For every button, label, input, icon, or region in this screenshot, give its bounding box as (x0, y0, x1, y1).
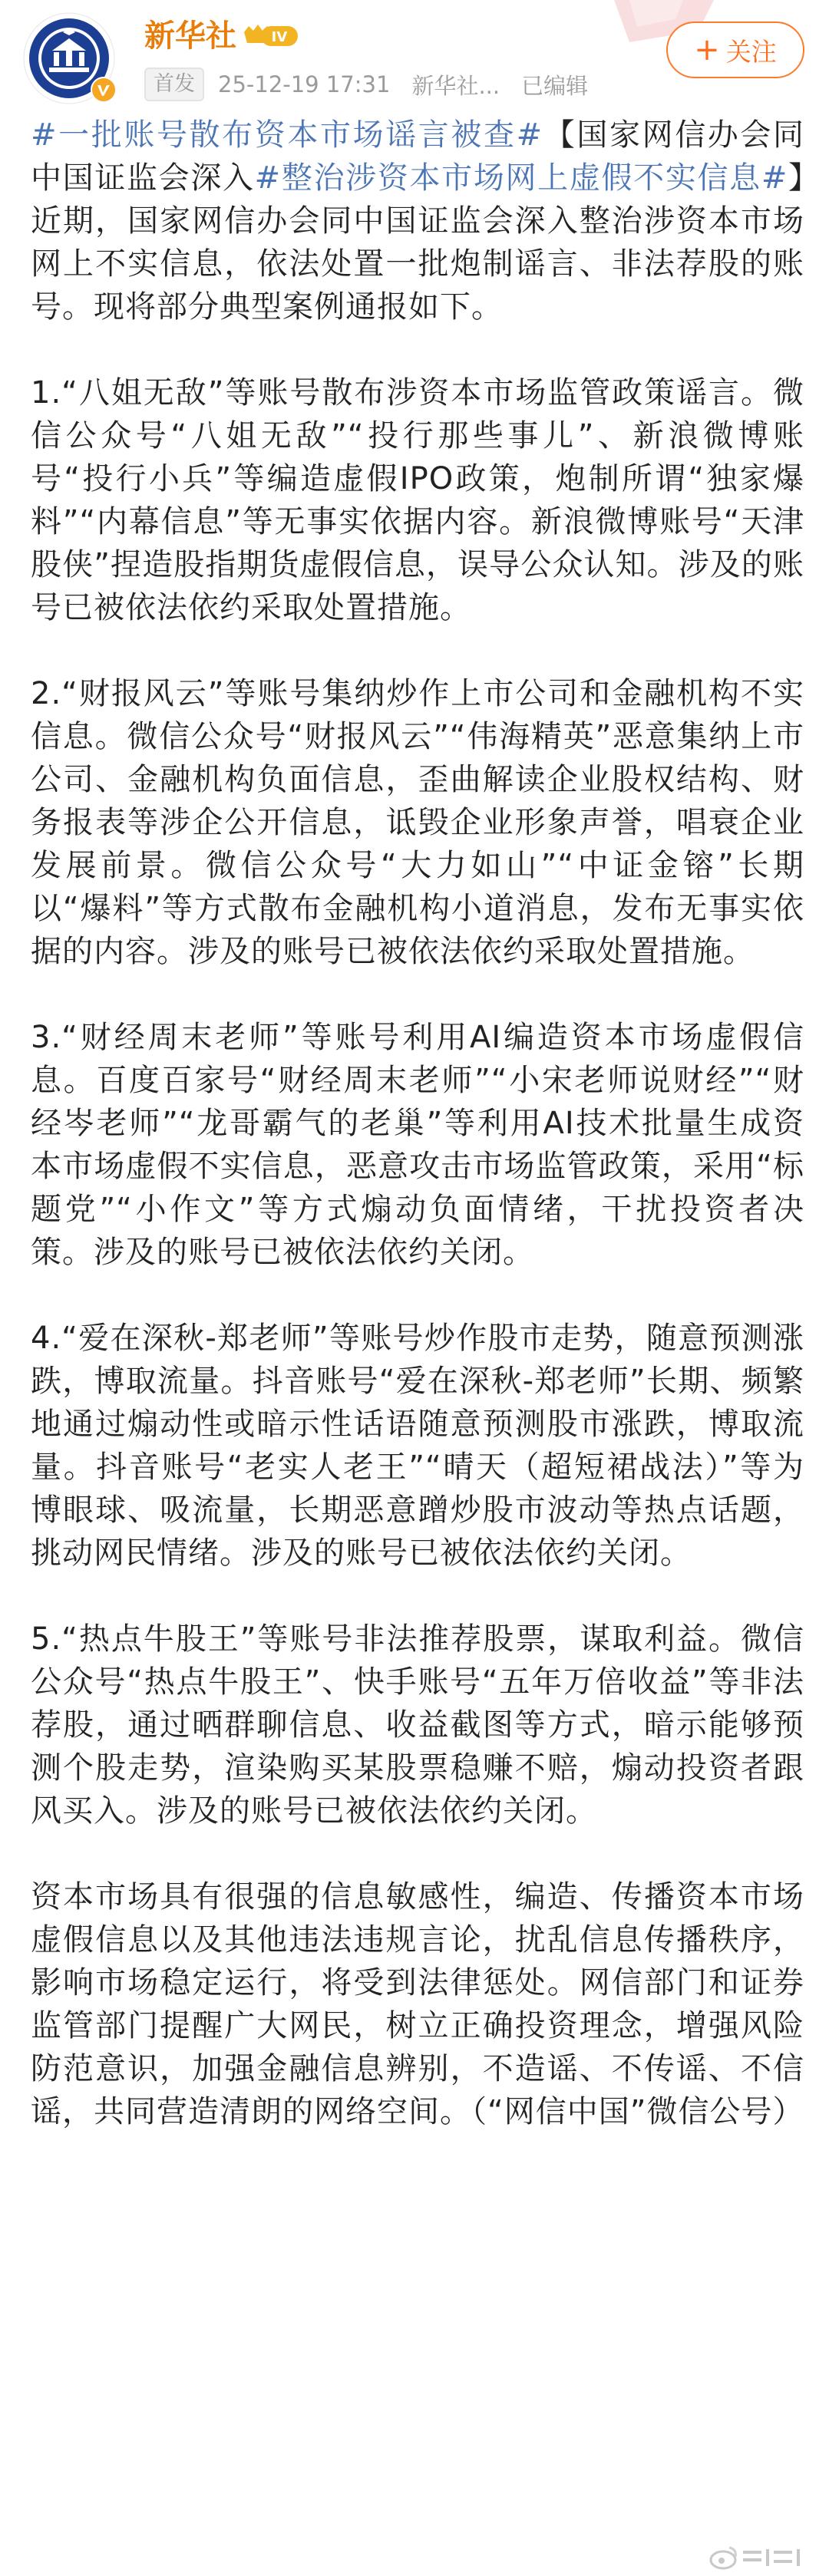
account-name[interactable]: 新华社 (144, 18, 236, 54)
level-badge-text: IV (271, 29, 288, 45)
case-paragraph-1: 1.“八姐无敌”等账号散布涉资本市场监管政策谣言。微信公众号“八姐无敌”“投行那些事儿”、新浪微博账号“投行小兵”等编造虚假IPO政策，炮制所谓“独家爆料”“内幕信息”等无事实依据内容。新浪微博账号“天津股侠”捏造股指期货虚假信息，误导公众认知。涉及的账号已被依法依约采取处置措施。 (31, 375, 804, 625)
follow-button-label: 关注 (725, 36, 777, 67)
post-meta (144, 68, 609, 101)
post-header (0, 0, 829, 115)
edited-label[interactable]: 已编辑 (521, 72, 589, 99)
case-paragraph-3: 3.“财经周末老师”等账号利用AI编造资本市场虚假信息。百度百家号“财经周末老师”“小宋老师说财经”“财经岑老师”“龙哥霸气的老巢”等利用AI技术批量生成资本市场虚假不实信息，恶意攻击市场监管政策，采用“标题党”“小作文”等方式煽动负面情绪，干扰投资者决策。涉及的账号已被依法依约关闭。 (31, 1020, 804, 1270)
post-intro-paragraph (31, 114, 804, 328)
topic-link-rumor-accounts[interactable]: #一批账号散布资本市场谣言被查# (31, 117, 543, 153)
weibo-watermark-icon (706, 2541, 814, 2572)
post-body (31, 114, 804, 2176)
level-badge-icon (241, 20, 299, 51)
case-paragraph-5: 5.“热点牛股王”等账号非法推荐股票，谋取利益。微信公众号“热点牛股王”、快手账号“五年万倍收益”等非法荐股，通过晒群聊信息、收益截图等方式，暗示能够预测个股走势，渲染购买某股票稳赚不赔，煽动投资者跟风买入。涉及的账号已被依法依约关闭。 (31, 1621, 804, 1829)
post-source: 新华社... (411, 72, 500, 99)
verified-v-icon (91, 77, 117, 103)
follow-button[interactable] (666, 21, 804, 78)
case-paragraph-4: 4.“爱在深秋-郑老师”等账号炒作股市走势，随意预测涨跌，博取流量。抖音账号“爱在深秋-郑老师”长期、频繁地通过煽动性或暗示性话语随意预测股市涨跌，博取流量。抖音账号“老实人老王”“晴天（超短裙战法）”等为博眼球、吸流量，长期恶意蹭炒股市波动等热点话题，挑动网民情绪。涉及的账号已被依法依约关闭。 (31, 1321, 804, 1571)
topic-link-rectify-false-info[interactable]: #整治涉资本市场网上虚假不实信息# (254, 160, 788, 196)
intro-text-2: 】近期，国家网信办会同中国证监会深入整治涉资本市场网上不实信息，依法处置一批炮制谣言、非法荐股的账号。现将部分典型案例通报如下。 (31, 160, 805, 325)
first-post-tag: 首发 (144, 68, 204, 101)
post-datetime: 25-12-19 17:31 (218, 71, 391, 97)
closing-paragraph: 资本市场具有很强的信息敏感性，编造、传播资本市场虚假信息以及其他违法违规言论，扰乱信息传播秩序，影响市场稳定运行，将受到法律惩处。网信部门和证券监管部门提醒广大网民，树立正确投资理念，增强风险防范意识，加强金融信息辨别，不造谣、不传谣、不信谣，共同营造清朗的网络空间。（“网信中国”微信公号） (31, 1879, 804, 2129)
intro-text-1: 【国家网信办会同中国证监会深入 (31, 117, 805, 196)
case-paragraph-2: 2.“财报风云”等账号集纳炒作上市公司和金融机构不实信息。微信公众号“财报风云”“伟海精英”恶意集纳上市公司、金融机构负面信息，歪曲解读企业股权结构、财务报表等涉企公开信息，诋毁企业形象声誉，唱衰企业发展前景。微信公众号“大力如山”“中证金镕”长期以“爆料”等方式散布金融机构小道消息，发布无事实依据的内容。涉及的账号已被依法依约采取处置措施。 (31, 676, 804, 969)
plus-icon: + (694, 32, 720, 68)
